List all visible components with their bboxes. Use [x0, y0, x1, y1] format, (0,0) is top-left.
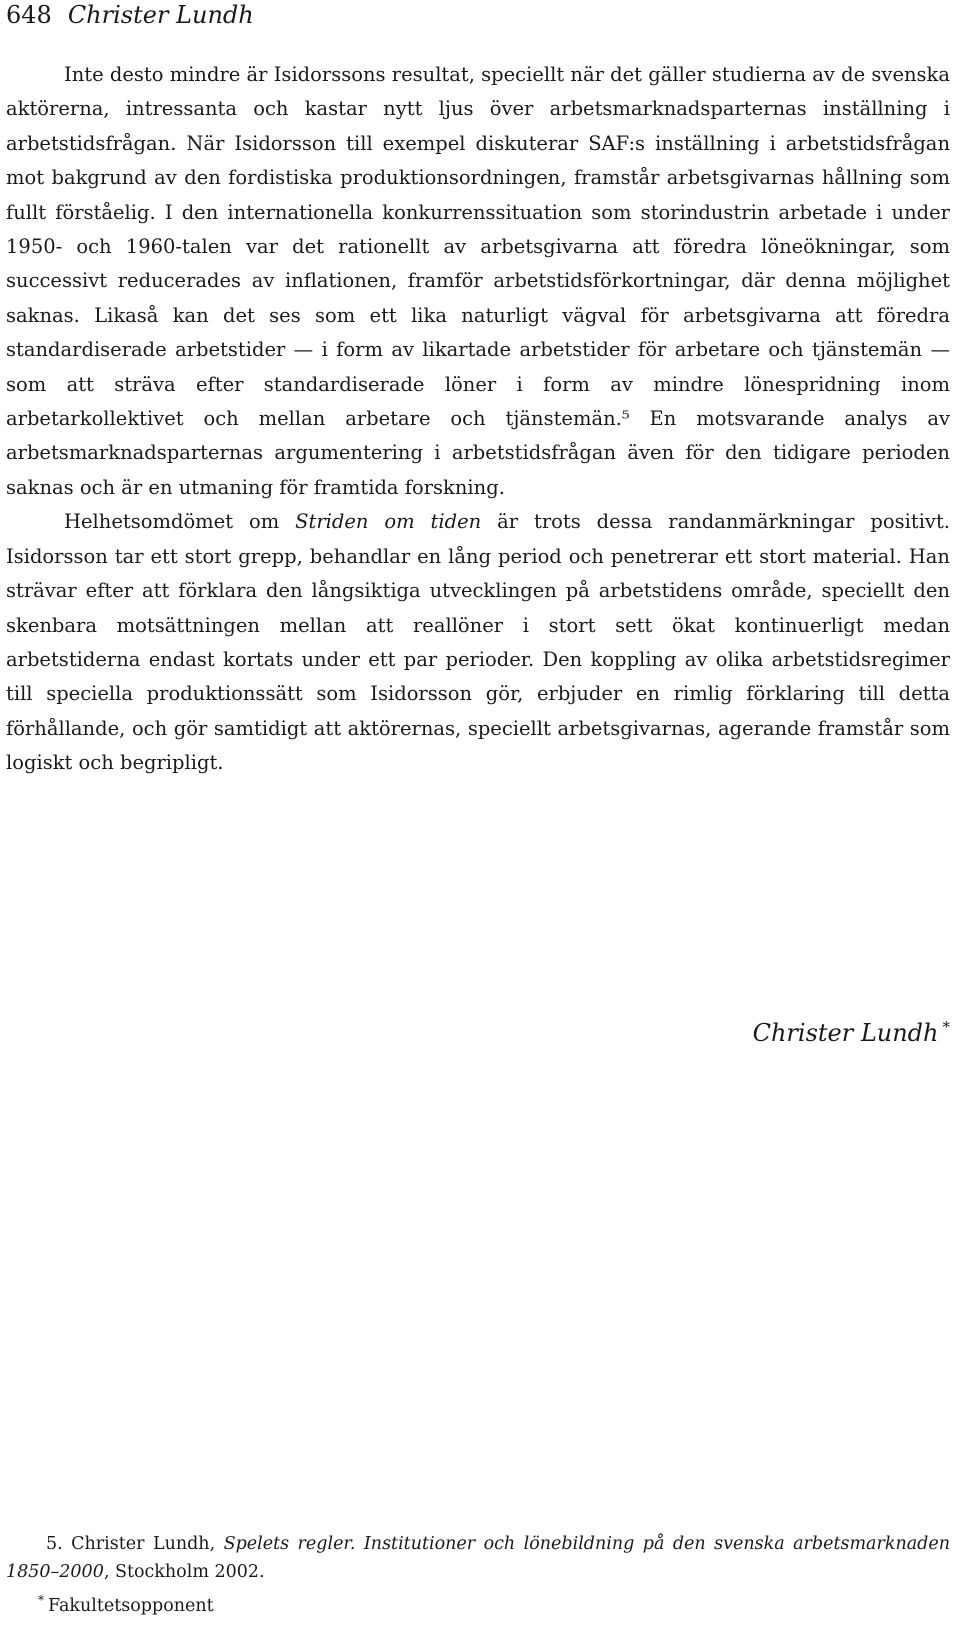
- signature-footnote-mark: *: [942, 1018, 950, 1036]
- running-header: [6, 0, 254, 30]
- footnote-5-title: Spelets regler. Institutioner och lönebildning på den svenska arbetsmarknaden 1850–2000: [6, 1534, 950, 1582]
- footnote-star-text: Fakultetsopponent: [48, 1595, 214, 1616]
- footnote-star: [6, 1586, 950, 1620]
- paragraph-2-before-title: Helhetsomdömet om: [64, 510, 296, 534]
- page-number: 648: [6, 1, 52, 29]
- body-text: [6, 58, 950, 781]
- signature-name: Christer Lundh: [752, 1019, 939, 1047]
- running-header-author: Christer Lundh: [67, 1, 254, 29]
- book-title: Striden om tiden: [295, 510, 482, 534]
- paragraph-1: [6, 58, 950, 505]
- paragraph-2: [6, 505, 950, 780]
- author-signature: [753, 1012, 950, 1048]
- footnote-5-prefix: 5. Christer Lundh,: [46, 1534, 224, 1554]
- paragraph-2-after-title: är trots dessa randanmärkningar positivt. Isidorsson tar ett stort grepp, behandlar en lång period och penetrerar ett stort material. Han strävar efter att förklara den långsiktiga utvecklingen på arbetstidens område, speciellt den skenbara motsättningen mellan att reallöner i stort sett ökat kontinuerligt medan arbetstiderna endast kortats under ett par perioder. Den koppling av olika arbetstidsregimer till speciella produktionssätt som Isidorsson gör, erbjuder en rimlig förklaring till detta förhållande, och gör samtidigt att aktörernas, speciellt arbetsgivarnas, agerande framstår som logiskt och begripligt.: [6, 510, 950, 775]
- footnote-star-mark: *: [38, 1593, 44, 1607]
- paragraph-1-text: Inte desto mindre är Isidorssons resultat, speciellt när det gäller studierna av de svenska aktörerna, intressanta och kastar nytt ljus över arbetsmarknadsparternas inställning i arbetstidsfrågan. När Isidorsson till exempel diskuterar SAF:s inställning i arbetstidsfrågan mot bakgrund av den fordistiska produktionsordningen, framstår arbetsgivarnas hållning som fullt förståelig. I den internationella konkurrenssituation som storindustrin arbetade i under 1950- och 1960-talen var det rationellt av arbetsgivarna att föredra löneökningar, som successivt reducerades av inflationen, framför arbetstidsförkortningar, där denna möjlighet saknas. Likaså kan det ses som ett lika naturligt vägval för arbetsgivarna att föredra standardiserade arbetstider — i form av likartade arbetstider för arbetare och tjänstemän — som att sträva efter standardiserade löner i form av mindre lönespridning inom arbetarkollektivet och mellan arbetare och tjänstemän.⁵ En motsvarande analys av arbetsmarknadsparternas argumentering i arbetstidsfrågan även för den tidigare perioden saknas och är en utmaning för framtida forskning.: [6, 63, 950, 499]
- footnote-5-suffix: , Stockholm 2002.: [103, 1562, 265, 1582]
- footnotes: [6, 1530, 950, 1620]
- footnote-5: [6, 1530, 950, 1586]
